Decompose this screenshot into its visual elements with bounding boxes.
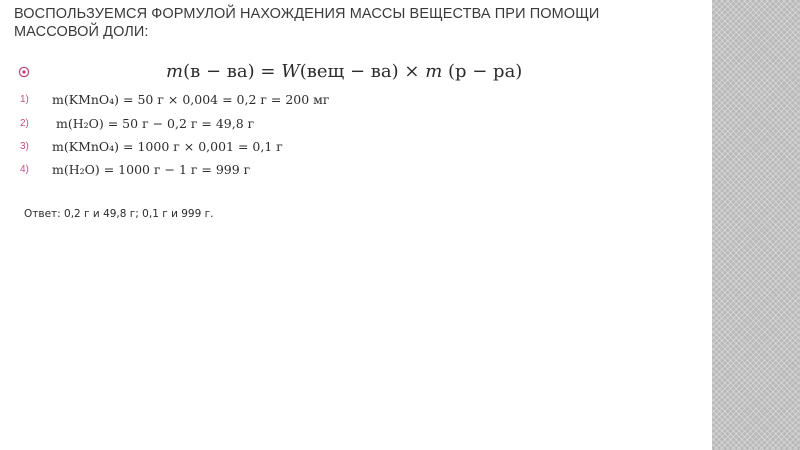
step-number: 2) <box>20 118 29 129</box>
step-number: 1) <box>20 94 29 105</box>
decorative-stripe <box>712 0 800 450</box>
formula-mass-symbol: m <box>166 61 184 82</box>
step-number: 3) <box>20 141 29 152</box>
step-equation: m(H₂O) = 1000 г − 1 г = 999 г <box>52 162 251 177</box>
formula-mass-symbol-2: m <box>425 61 443 82</box>
formula-subject: (в − ва) = <box>183 61 282 82</box>
answer-text: Ответ: 0,2 г и 49,8 г; 0,1 г и 999 г. <box>24 208 214 220</box>
mass-formula <box>166 61 522 82</box>
formula-fraction-symbol: W <box>281 61 300 82</box>
step-equation: m(KMnO₄) = 1000 г × 0,001 = 0,1 г <box>52 139 283 154</box>
step-equation: m(H₂O) = 50 г − 0,2 г = 49,8 г <box>56 116 255 131</box>
step-number: 4) <box>20 164 29 175</box>
step-equation: m(KMnO₄) = 50 г × 0,004 = 0,2 г = 200 мг <box>52 92 330 107</box>
formula-solution: (р − ра) <box>442 61 523 82</box>
circle-bullet-icon <box>18 66 30 78</box>
slide-title: ВОСПОЛЬЗУЕМСЯ ФОРМУЛОЙ НАХОЖДЕНИЯ МАССЫ ВЕЩЕСТВА ПРИ ПОМОЩИ МАССОВОЙ ДОЛИ: <box>14 6 600 40</box>
formula-solute: (вещ − ва) × <box>299 61 426 82</box>
